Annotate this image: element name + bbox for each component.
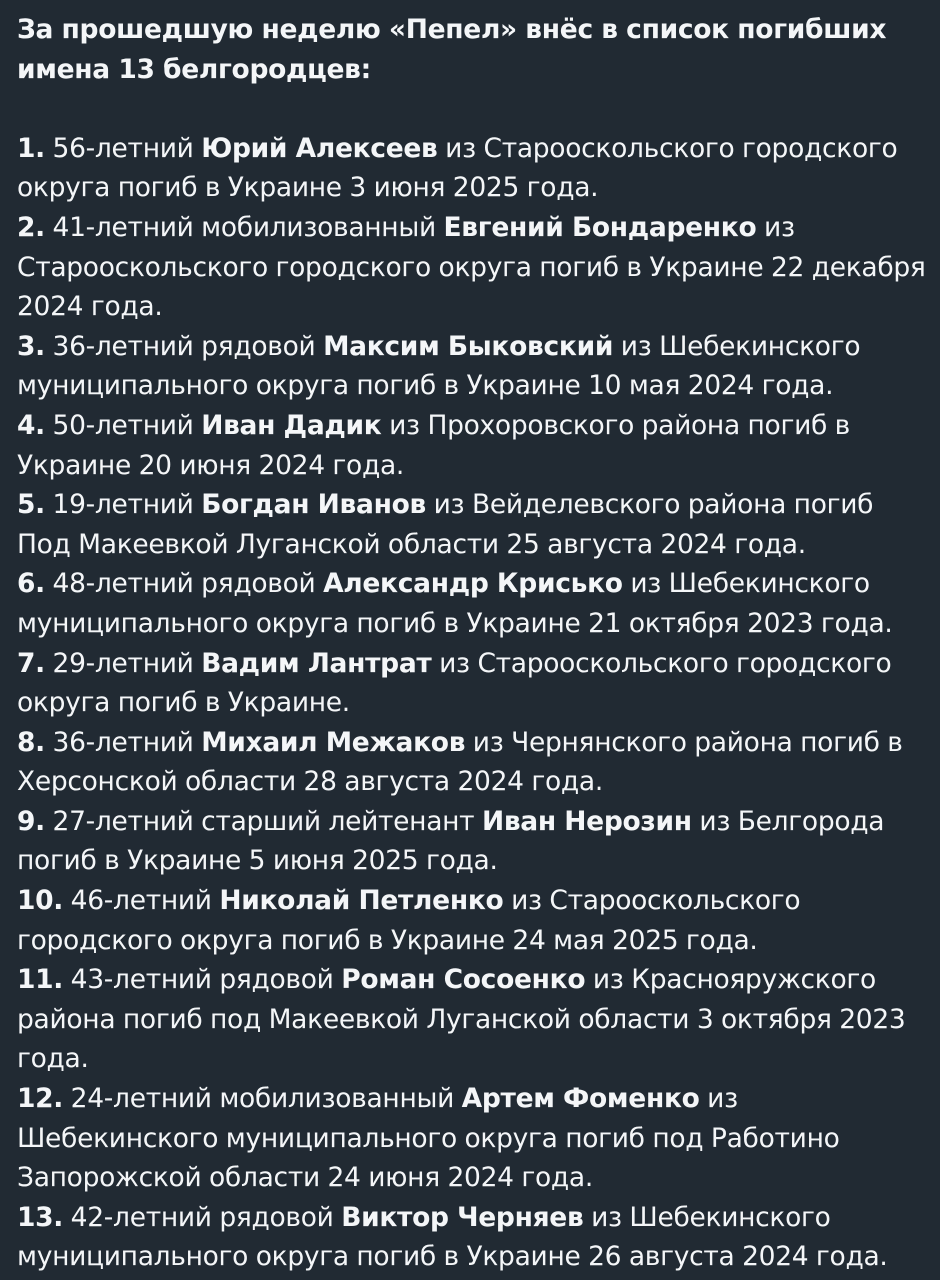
item-number: 11.: [17, 964, 64, 996]
person-name: Максим Быковский: [323, 330, 614, 362]
item-details: из Вейделевского района погиб Под Макеевкой Луганской области 25 августа 2024 года.: [17, 489, 874, 560]
person-name: Роман Сосоенко: [341, 964, 586, 996]
item-number: 6.: [17, 568, 45, 600]
list-item: [17, 406, 927, 485]
person-name: Иван Нерозин: [481, 805, 692, 837]
person-name: Иван Дадик: [201, 409, 382, 441]
item-prefix: 48-летний рядовой: [44, 568, 324, 600]
item-details: из Старооскольского городского округа погиб в Украине 3 июня 2025 года.: [17, 132, 898, 204]
item-prefix: 42-летний рядовой: [63, 1201, 342, 1233]
list-item: [17, 644, 927, 723]
item-prefix: 29-летний: [44, 647, 202, 679]
item-prefix: 36-летний рядовой: [44, 330, 324, 362]
item-details: из Белгорода погиб в Украине 5 июня 2025 года.: [17, 805, 885, 877]
person-name: Богдан Иванов: [201, 489, 426, 521]
item-prefix: 24-летний мобилизованный: [63, 1083, 462, 1115]
item-prefix: 43-летний рядовой: [63, 964, 342, 996]
person-name: Александр Крисько: [323, 568, 623, 600]
item-details: из Старооскольского городского округа погиб в Украине.: [17, 647, 892, 719]
item-prefix: 27-летний старший лейтенант: [44, 805, 482, 837]
item-details: из Чернянского района погиб в Херсонской области 28 августа 2024 года.: [17, 726, 903, 798]
item-number: 5.: [17, 489, 45, 521]
item-details: из Краснояружского района погиб под Макеевкой Луганской области 3 октября 2023 года.: [17, 964, 906, 1075]
item-number: 9.: [17, 805, 45, 837]
list-item: [17, 802, 927, 881]
item-number: 3.: [17, 330, 45, 362]
list-item: [17, 1198, 927, 1277]
item-number: 13.: [17, 1201, 64, 1233]
item-details: из Старооскольского городского округа погиб в Украине 24 мая 2025 года.: [17, 885, 801, 956]
item-number: 7.: [17, 647, 45, 679]
item-number: 4.: [17, 409, 45, 441]
item-prefix: 46-летний: [63, 885, 220, 917]
item-prefix: 50-летний: [44, 409, 202, 441]
list-item: [17, 129, 927, 208]
item-number: 2.: [17, 211, 45, 243]
person-name: Михаил Межаков: [201, 726, 466, 758]
item-number: 1.: [17, 132, 45, 164]
item-details: из Шебекинского муниципального округа погиб в Украине 10 мая 2024 года.: [17, 330, 861, 402]
item-prefix: 56-летний: [44, 132, 202, 164]
list-item: [17, 881, 927, 960]
item-details: из Шебекинского муниципального округа погиб под Работино Запорожской области 24 июня 2024 года.: [17, 1083, 840, 1194]
item-prefix: 19-летний: [44, 489, 202, 521]
item-prefix: 41-летний мобилизованный: [44, 211, 444, 243]
list-item: [17, 208, 927, 327]
list-item: [17, 564, 927, 643]
person-name: Артем Фоменко: [461, 1083, 700, 1115]
item-number: 10.: [17, 885, 64, 917]
person-name: Виктор Черняев: [341, 1201, 584, 1233]
list-item: [17, 327, 927, 406]
item-number: 8.: [17, 726, 45, 758]
casualty-list: [17, 129, 927, 1277]
person-name: Вадим Лантрат: [201, 647, 432, 679]
item-details: из Прохоровского района погиб в Украине 20 июня 2024 года.: [17, 409, 850, 481]
list-item: [17, 1079, 927, 1198]
person-name: Николай Петленко: [219, 885, 504, 917]
item-details: из Старооскольского городского округа погиб в Украине 22 декабря 2024 года.: [17, 211, 926, 323]
list-item: [17, 485, 927, 564]
list-item: [17, 723, 927, 802]
message-text: [17, 10, 927, 1277]
person-name: Юрий Алексеев: [201, 132, 438, 164]
person-name: Евгений Бондаренко: [443, 211, 757, 243]
item-number: 12.: [17, 1083, 64, 1115]
list-item: [17, 960, 927, 1079]
message-headline: За прошедшую неделю «Пепел» внёс в список погибших имена 13 белгородцев:: [17, 14, 887, 85]
paragraph-gap: [17, 89, 927, 129]
item-details: из Шебекинского муниципального округа погиб в Украине 26 августа 2024 года.: [17, 1201, 888, 1273]
item-details: из Шебекинского муниципального округа погиб в Украине 21 октября 2023 года.: [17, 568, 893, 639]
item-prefix: 36-летний: [44, 726, 202, 758]
